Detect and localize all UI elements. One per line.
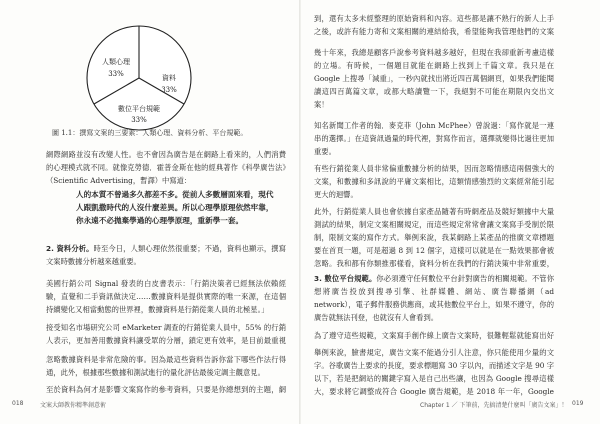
slice-label-platform: 數位平台規範: [118, 105, 160, 113]
paragraph-3: 美國行銷公司 Signal 發表的白皮書表示：「行銷決策者已經無法依賴經驗，直覺和二手資訊做決定……數據資料是提供實際的唯一來源，在這個持續變化又相當動態的世界裡，數據資料是行銷從業人員的北極星。」: [46, 279, 286, 314]
slice-value-platform: 33%: [131, 116, 147, 124]
slice-label-psychology: 人類心理: [102, 58, 130, 66]
figure-caption: 圖 1.1：撰寫文案的三要素：人類心理、資料分析、平台規範。: [52, 129, 248, 137]
slice-value-psychology: 33%: [108, 70, 124, 78]
slice-value-data: 33%: [161, 86, 177, 94]
r-paragraph-2: 幾十年來，我總是顧客戶說參考資料越多越好，但現在我卻重新考慮這樣的立場。有時候，一個題目就能在網路上找到上千篇文章。我只是在 Google 上搜尋「減重」，一秒內就找出將近四百萬個網頁，如果我們能閱讀這四百萬篇文章，或都大略讀覽一下，我絕對不可能在期限內交出文案！: [314, 48, 554, 109]
footer-page-number-right: 019: [572, 400, 584, 407]
paragraph-6: 至於資料為何才是影響文案寫作的參考資料，只要是你總想到的主題，網: [46, 385, 286, 394]
paragraph-1: 網際網路並沒有改變人性。也不會因為廣告是在網路上看來的，人們消費的心理模式就不同。就像克勞德．霍普金斯在他的經典著作《科學廣告法》（Scientific Advertising，暫譯）中寫道：: [46, 150, 286, 185]
r-paragraph-4: 有些行銷從業人員非常偏重數據分析的結果，因而忽略情感這兩個強大的文案，和數據和多訊說的平庸文案相比，這類情感強烈的文案經常能引起更大的迴響。: [314, 164, 554, 199]
block-quote: 人的本質不曾過多久都差不多。從前人多數層面來看，現代人跟凱撒時代的人沒什麼差異。所以心理學原理依然牢靠，你永遠不必拋棄學過的心理學原理，重新學一套。: [76, 190, 274, 225]
r-paragraph-5: 此外，行銷從業人員也會依據自家產品隨著有時網產品及競好類據中大量測試的結果，制定文案相關規定，而這些規定常常會讓文案寫手受制於限制，限制文案的寫作方式。舉例來說，我某網路上某產品的推廣文章標題要在首頁一題，可是超過 8 到 12 個字，這樣可以就是在一點效果都會被忽略。我和都有你類推那樣看，資料分析在我們的行銷決策中非常重要，: [314, 207, 554, 268]
right-page: [300, 0, 600, 424]
r-paragraph-7: 為了遵守這些規範，文案寫手創作線上廣告文案時，很難輕鬆就能寫出好: [314, 331, 554, 340]
r-paragraph-3: 知名新聞工作者的翰．麥克菲（John McPhee）曾說過：「寫作就是一連串的選擇。」在這資訊過量的時代裡，對寫作而言，選擇就變得比過往更加重要。: [314, 121, 554, 156]
slice-label-data: 資料: [162, 74, 176, 82]
footer-page-number: 018: [12, 400, 24, 407]
r-paragraph-1: 到，還有太多未經整理的原始資料和內容。這些都是讓不熟行的新人上手之後，或許有能力寄和文案相關的連結給我，希望能夠我管理他們的文案: [314, 14, 554, 36]
paragraph-5: 忽略數據資料是非常危險的事。因為最這些資料告訴你當下哪些作法行得通，此外，根據那些數據和測試進行的量化評估最後定調主觀意見。: [46, 355, 286, 377]
r-paragraph-6-text: 你必須遵守任何數位平台針對廣告的相關規範。不管你想將廣告投放到搜尋引擎、社群媒體、網站、廣告聯播網（ad network），電子郵件服務供應商，或其他數位平台上，如果不遵守，你的廣告就無法刊登，也就沒有人會看到。: [314, 274, 554, 322]
paragraph-2-text: 時至今日，人類心理依然很重要；不過，資料也顯示，撰寫文案時數據分析越來越重要。: [46, 244, 286, 266]
r-paragraph-6: [314, 272, 554, 324]
paragraph-4: 接受知名市場研究公司 eMarketer 調查的行銷從業人員中，55% 的行銷人表示，更加善用數據資料讓受眾的分層，鎖定更有效率，是目前最重視: [46, 323, 286, 345]
paragraph-2: [46, 242, 286, 268]
footer-chapter-title: Chapter 1 ／ 下筆前，先搞清楚什麼叫「廣告文案」！: [420, 402, 568, 409]
section-heading-data: 2. 資料分析。: [46, 244, 94, 253]
r-paragraph-8: 舉例來說，臉書規定，廣告文案不能過分引人注意，你只能使用少量的文字。谷歌廣告上要求的長度，要求標題寫 30 字以內，而描述文字是 90 字以下，若是把網站的關鍵字寫入是自己出些讓，也因為 Google 搜尋這樣大，要求將它調整成符合 Google 廣告規範，是 2018 年一年，Google: [314, 348, 554, 396]
footer-book-title: 文案大師教你精準創意術: [40, 402, 107, 409]
section-heading-platform: 3. 數位平台規範。: [314, 274, 377, 283]
